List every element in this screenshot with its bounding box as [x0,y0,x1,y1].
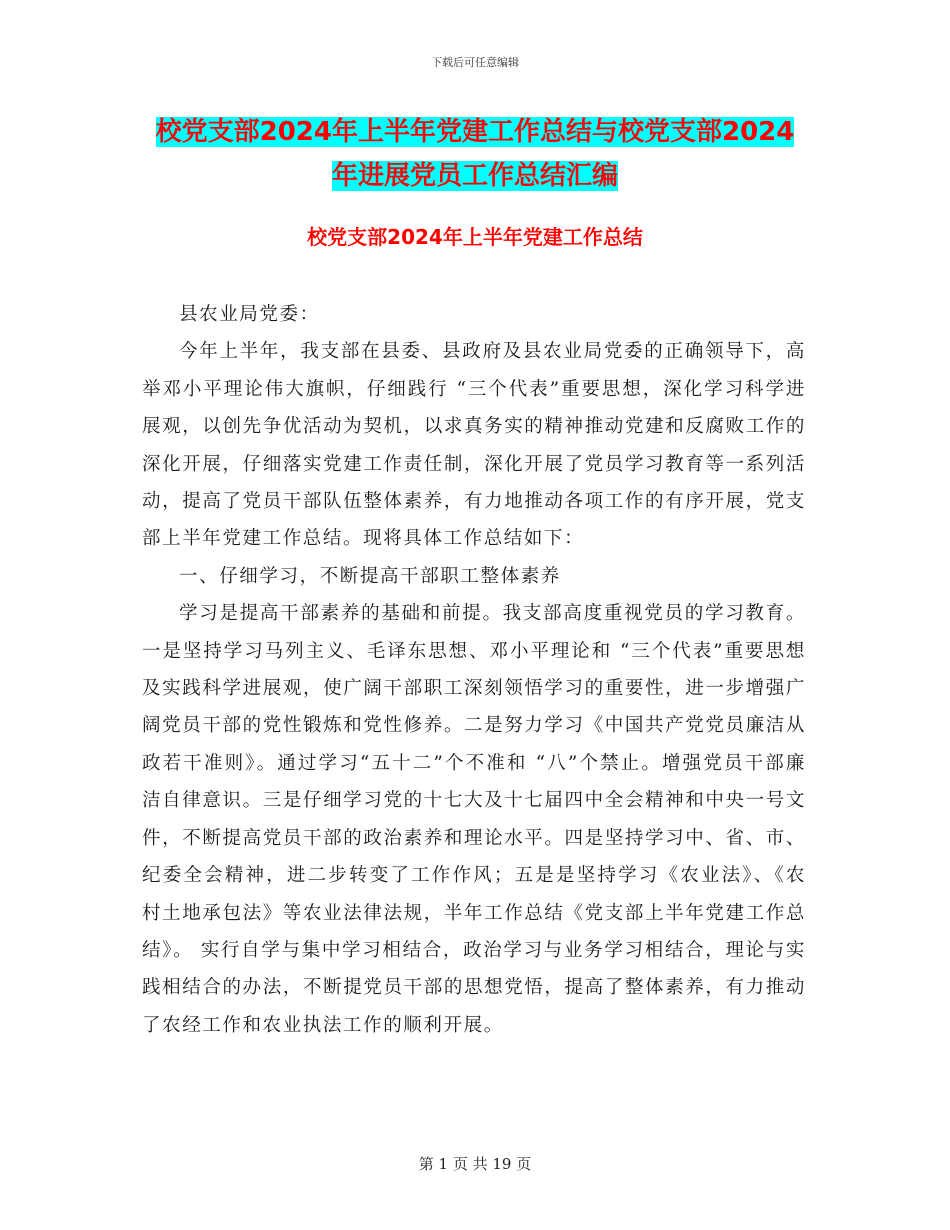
paragraph-intro: 今年上半年，我支部在县委、县政府及县农业局党委的正确领导下，高举邓小平理论伟大旗帜，仔细践行 “三个代表”重要思想，深化学习科学进展观，以创先争优活动为契机，以求真务实的精神推动党建和反腐败工作的深化开展，仔细落实党建工作责任制，深化开展了党员学习教育等一系列活动，提高了党员干部队伍整体素养，有力地推动各项工作的有序开展，党支部上半年党建工作总结。现将具体工作总结如下： [142,341,806,550]
section-title: 校党支部2024年上半年党建工作总结 [307,225,643,249]
salutation: 县农业局党委： [179,304,320,325]
header-note: 下载后可任意编辑 [431,56,519,69]
section-heading-1: 一、仔细学习，不断提高干部职工整体素养 [179,565,561,587]
page-footer: 第 1 页 共 19 页 [418,1155,532,1173]
document-title-line-2: 年进展党员工作总结汇编 [331,161,618,191]
document-title [0,110,950,198]
document-title-line-1: 校党支部2024年上半年党建工作总结与校党支部2024 [155,117,795,147]
paragraph-study: 学习是提高干部素养的基础和前提。我支部高度重视党员的学习教育。一是坚持学习马列主义、毛译东思想、邓小平理论和 “三个代表”重要思想及实践科学进展观，使广阔干部职工深刻领悟学习的重要性，进一步增强广阔党员干部的党性锻炼和党性修养。二是努力学习《中国共产党党员廉洁从政若干准则》。通过学习“五十二”个不准和 “八”个禁止。增强党员干部廉洁自律意识。三是仔细学习党的十七大及十七届四中全会精神和中央一号文件，不断提高党员干部的政治素养和理论水平。四是坚持学习中、省、市、纪委全会精神，进二步转变了工作作风；五是是坚持学习《农业法》、《农村土地承包法》等农业法律法规，半年工作总结《党支部上半年党建工作总结》。 实行自学与集中学习相结合，政治学习与业务学习相结合，理论与实践相结合的办法，不断提党员干部的思想党悟，提高了整体素养，有力推动了农经工作和农业执法工作的顺利开展。 [142,603,806,1036]
document-body [142,296,806,1044]
